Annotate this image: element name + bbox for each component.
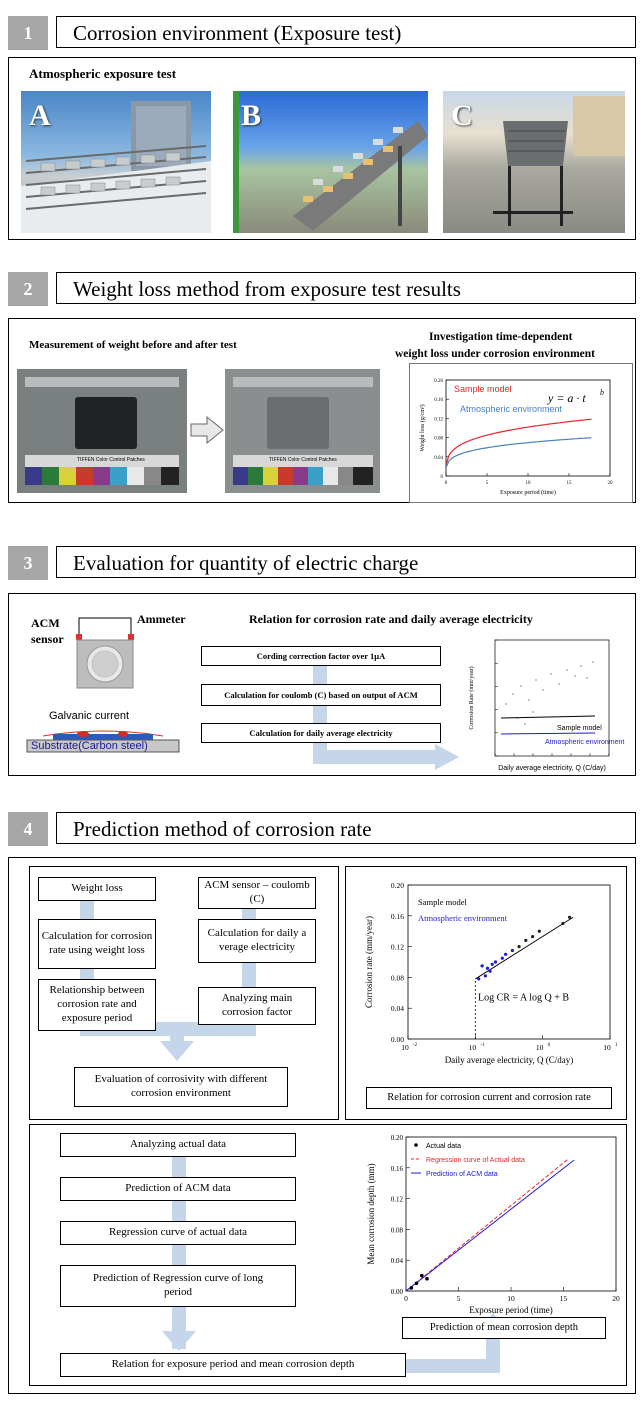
- data-point: [511, 949, 514, 952]
- x-tick-exponent: 0: [547, 1043, 551, 1048]
- box-main-corrosion-factor: Analyzing main corrosion factor: [198, 987, 316, 1025]
- regression-equation: Log CR = A log Q + B: [478, 992, 570, 1004]
- data-point: [504, 953, 507, 956]
- actual-data-point: [420, 1274, 424, 1278]
- box-weight-loss: Weight loss: [38, 877, 156, 901]
- scatter-point: [524, 723, 526, 725]
- y-axis-label: Corrosion rate (mm/year): [364, 916, 374, 1008]
- corrosion-current-chart: [352, 875, 624, 1085]
- y-axis-label: Corrosion Rate (mm/year): [469, 666, 475, 730]
- section-2-header: [8, 272, 636, 306]
- legend-sample-model: Sample model: [454, 384, 512, 394]
- box-daily-average-calc: Calculation for daily a verage electricity: [198, 919, 316, 963]
- x-tick-label: 15: [559, 1294, 568, 1303]
- y-tick-label: 0: [440, 475, 443, 480]
- acm-label: [31, 616, 64, 647]
- corrosion-rate-plot: [461, 634, 631, 774]
- photo-label-c: C: [451, 99, 473, 132]
- scatter-point: [528, 699, 530, 701]
- x-tick-label: 0: [404, 1294, 408, 1303]
- photo-label-a: A: [29, 99, 51, 132]
- y-tick-label: 0.12: [434, 417, 443, 423]
- scatter-point: [580, 665, 582, 667]
- scatter-point: [586, 677, 588, 679]
- x-tick-label: 10: [535, 1043, 544, 1052]
- card-label: TIFFEN Color Control Patches: [269, 457, 337, 463]
- y-tick-label: 0.16: [434, 398, 443, 404]
- section-3-panel: [8, 593, 636, 776]
- specimen-card-illustration: [17, 369, 187, 493]
- section-3-header: [8, 546, 636, 580]
- x-tick-label: 10: [525, 481, 531, 486]
- formula-exponent: b: [600, 388, 604, 397]
- x-tick-label: 15: [566, 481, 572, 486]
- section-1-panel: [8, 57, 636, 240]
- photo-site-a: [21, 91, 211, 233]
- x-axis-label: Exposure period (time): [469, 1305, 553, 1315]
- x-axis-label: Daily average electricity, Q (C/day): [498, 765, 606, 772]
- flow-connector: [313, 750, 439, 764]
- y-tick-label: 0.20: [390, 1134, 403, 1142]
- actual-data-point: [415, 1282, 419, 1286]
- section-title: Prediction method of corrosion rate: [56, 812, 636, 844]
- atmospheric-line: [501, 733, 595, 734]
- atmospheric-curve: [446, 438, 591, 467]
- flow-arrow-down-icon: [162, 1331, 196, 1351]
- caption-corrosion-current: Relation for corrosion current and corrosion rate: [366, 1087, 612, 1109]
- relation-title: Relation for corrosion rate and daily average electricity: [249, 612, 533, 626]
- step-daily-average-electricity: Calculation for daily average electricity: [201, 723, 441, 743]
- sample-model-curve: [446, 419, 591, 464]
- legend-sample-model: Sample model: [557, 725, 602, 732]
- corrosion-rate-electricity-chart: [461, 634, 631, 774]
- x-tick-label: 10: [603, 1043, 611, 1052]
- ammeter-label: Ammeter: [137, 612, 186, 626]
- scatter-point: [550, 673, 552, 675]
- scatter-point: [505, 703, 507, 705]
- x-tick-exponent: -2: [413, 1043, 418, 1048]
- photo-label-b: B: [241, 99, 262, 132]
- y-tick-label: 0.08: [390, 973, 404, 983]
- x-axis-label: Exposure period (time): [500, 490, 556, 496]
- plot-frame: [408, 885, 610, 1039]
- corrosion-current-panel: [345, 866, 627, 1120]
- box-prediction-acm-data: Prediction of ACM data: [60, 1177, 296, 1201]
- sample-model-line: [501, 716, 595, 718]
- x-tick-label: 0: [444, 481, 448, 486]
- x-tick-label: 20: [612, 1294, 620, 1303]
- section-4-panel: [8, 857, 636, 1394]
- x-tick-label: 10: [468, 1043, 477, 1052]
- formula-power-law: y = a · t: [548, 391, 586, 405]
- legend-acm: Prediction of ACM data: [426, 1171, 498, 1178]
- data-point: [531, 935, 534, 938]
- actual-data-point: [410, 1286, 414, 1290]
- y-tick-label: 0.00: [390, 1035, 404, 1044]
- data-point: [481, 964, 484, 967]
- legend-atmospheric: Atmospheric environment: [418, 913, 507, 923]
- regression-line: [406, 1159, 569, 1291]
- scatter-point: [558, 683, 560, 685]
- box-regression-curve: Regression curve of actual data: [60, 1221, 296, 1245]
- flow-connector: [406, 1359, 496, 1373]
- acm-label-line-1: ACM: [31, 616, 60, 630]
- box-acm-coulomb: ACM sensor – coulomb (C): [198, 877, 316, 909]
- y-axis-label: Weight loss (g/cm²): [420, 404, 426, 452]
- acm-sensor-icon: [71, 610, 141, 692]
- section-4-header: [8, 812, 636, 846]
- investigation-title-line-2: weight loss under corrosion environment: [395, 348, 595, 360]
- legend-sample-model: Sample model: [418, 897, 467, 907]
- prediction-panel: [29, 1124, 627, 1386]
- section-number: 1: [8, 16, 48, 50]
- box-corrosion-rate-calc: Calculation for corrosion rate using weight loss: [38, 919, 156, 969]
- y-tick-label: 0.20: [434, 379, 443, 384]
- x-tick-label: 5: [456, 1294, 461, 1303]
- y-tick-label: 0.04: [434, 455, 443, 461]
- data-point: [486, 967, 489, 970]
- section-title: Evaluation for quantity of electric charge: [56, 546, 636, 578]
- substrate-label: Substrate(Carbon steel): [31, 740, 148, 752]
- section-number: 4: [8, 812, 48, 846]
- section-title: Weight loss method from exposure test results: [56, 272, 636, 304]
- photo-site-c: [443, 91, 625, 233]
- x-tick-label: 5: [485, 481, 489, 486]
- data-point: [561, 922, 564, 925]
- specimen-before-photo: [17, 369, 187, 493]
- y-tick-label: 0.12: [390, 1195, 403, 1204]
- data-point: [568, 916, 571, 919]
- y-tick-label: 0.16: [390, 1164, 403, 1173]
- x-tick-label: 10: [507, 1294, 515, 1303]
- scatter-point: [574, 675, 576, 677]
- specimen-card-illustration: [225, 369, 380, 493]
- scatter-point: [512, 693, 514, 695]
- data-point: [477, 977, 480, 980]
- y-tick-label: 0.08: [434, 436, 443, 442]
- flow-arrow-icon: [435, 744, 459, 770]
- card-label: TIFFEN Color Control Patches: [77, 457, 145, 463]
- y-tick-label: 0.08: [390, 1226, 403, 1235]
- corrosivity-flow-panel: [29, 866, 339, 1120]
- evaluation-line-2: corrosion environment: [131, 1087, 231, 1099]
- box-evaluation-corrosivity: [74, 1067, 288, 1107]
- legend-atmospheric: Atmospheric environment: [545, 739, 625, 746]
- y-tick-label: 0.00: [390, 1288, 403, 1296]
- measurement-title: Measurement of weight before and after test: [29, 339, 237, 351]
- x-axis-label: Daily average electricity, Q (C/day): [444, 1055, 574, 1065]
- investigation-title-line-1: Investigation time-dependent: [429, 331, 573, 343]
- flow-connector: [313, 666, 327, 758]
- data-point: [491, 963, 494, 966]
- photo-site-b: [233, 91, 428, 233]
- legend-regression: Regression curve of Actual data: [426, 1157, 525, 1164]
- section-1-header: [8, 16, 636, 50]
- y-tick-label: 0.04: [390, 1004, 404, 1014]
- legend-marker-actual: [414, 1143, 418, 1147]
- y-tick-label: 0.16: [390, 911, 404, 921]
- section-number: 3: [8, 546, 48, 580]
- data-point: [501, 957, 504, 960]
- box-long-period-prediction: Prediction of Regression curve of long period: [60, 1265, 296, 1307]
- section-title: Corrosion environment (Exposure test): [56, 16, 636, 48]
- section-number: 2: [8, 272, 48, 306]
- data-point: [518, 945, 521, 948]
- scatter-point: [566, 669, 568, 671]
- section-2-panel: [8, 318, 636, 503]
- right-arrow-icon: [189, 415, 225, 445]
- acm-prediction-line: [406, 1160, 574, 1291]
- legend-actual: Actual data: [426, 1143, 462, 1150]
- x-tick-exponent: 1: [615, 1043, 618, 1048]
- atmospheric-exposure-subtitle: Atmospheric exposure test: [29, 66, 177, 81]
- caption-mean-corrosion-depth: Prediction of mean corrosion depth: [402, 1317, 606, 1339]
- actual-data-point: [425, 1277, 429, 1281]
- x-tick-exponent: -1: [480, 1043, 485, 1048]
- data-point: [484, 974, 487, 977]
- data-point: [494, 960, 497, 963]
- box-relation-exposure-depth: Relation for exposure period and mean corrosion depth: [60, 1353, 406, 1377]
- corrosion-current-plot: [352, 875, 624, 1085]
- scatter-point: [520, 685, 522, 687]
- y-tick-label: 0.12: [390, 942, 404, 952]
- mean-corrosion-depth-chart: [362, 1131, 624, 1321]
- data-point: [538, 930, 541, 933]
- mean-corrosion-depth-plot: [362, 1131, 624, 1321]
- flow-arrow-down-icon: [160, 1041, 194, 1061]
- data-point: [524, 939, 527, 942]
- scatter-point: [532, 711, 534, 713]
- box-relationship-rate-period: Relationship between corrosion rate and exposure period: [38, 979, 156, 1031]
- evaluation-line-1: Evaluation of corrosivity with different: [94, 1073, 268, 1086]
- x-tick-label: 10: [401, 1043, 409, 1052]
- y-tick-label: 0.04: [390, 1257, 403, 1266]
- weight-loss-plot: [410, 364, 632, 502]
- scatter-point: [592, 661, 594, 663]
- tilted-rack-illustration: [233, 91, 428, 233]
- step-cording-correction: Cording correction factor over 1μA: [201, 646, 441, 666]
- legend-atmospheric: Atmospheric environment: [460, 404, 563, 414]
- specimen-after-photo: [225, 369, 380, 493]
- y-tick-label: 0.20: [390, 881, 404, 890]
- y-axis-label: Mean corrosion depth (mm): [366, 1163, 376, 1265]
- data-point: [489, 970, 492, 973]
- x-tick-label: 20: [607, 481, 613, 486]
- scatter-point: [542, 689, 544, 691]
- box-analyzing-actual-data: Analyzing actual data: [60, 1133, 296, 1157]
- galvanic-current-label: Galvanic current: [49, 710, 130, 722]
- weight-loss-chart: [409, 363, 633, 503]
- scatter-point: [535, 679, 537, 681]
- acm-label-line-2: sensor: [31, 631, 64, 646]
- step-calculate-coulomb: Calculation for coulomb (C) based on output of ACM: [201, 684, 441, 706]
